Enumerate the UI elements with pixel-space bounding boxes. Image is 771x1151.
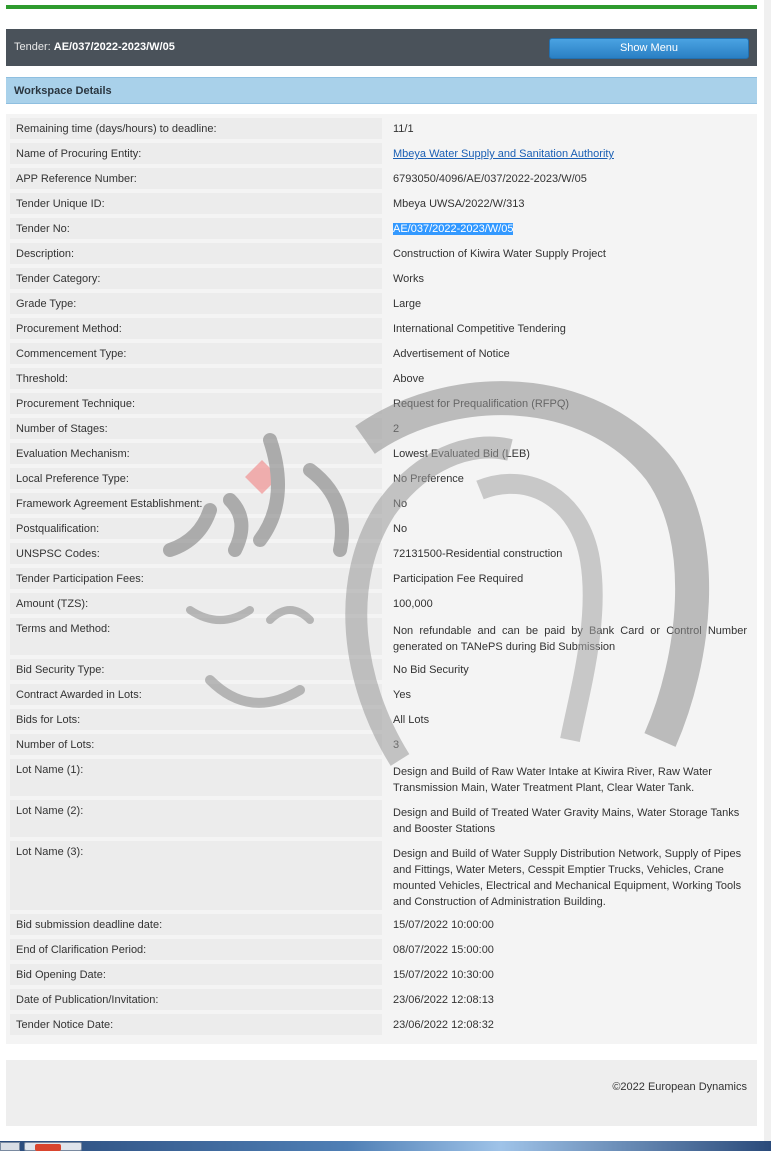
- row-value: 11/1: [393, 123, 414, 135]
- table-row: [10, 468, 753, 489]
- row-label: Threshold:: [10, 368, 382, 389]
- row-value: No: [393, 498, 408, 510]
- table-row: [10, 293, 753, 314]
- tender-no-selected-text: AE/037/2022-2023/W/05: [393, 223, 514, 235]
- table-row: [10, 343, 753, 364]
- row-label: Lot Name (2):: [10, 800, 382, 837]
- row-value: Design and Build of Water Supply Distribution Network, Supply of Pipes and Fittings, Water Meters, Cesspit Emptier Trucks, Vehicles, Crane mounted Vehicles, Electrical and Mechanical Equipment, Working Tools and Construction of Administration Building.: [393, 848, 742, 908]
- row-value: Advertisement of Notice: [393, 348, 510, 360]
- table-row: [10, 218, 753, 239]
- table-row: [10, 618, 753, 655]
- table-row: [10, 193, 753, 214]
- table-row: [10, 493, 753, 514]
- taskbar-app-button[interactable]: [24, 1142, 82, 1151]
- row-value: 15/07/2022 10:30:00: [393, 969, 494, 981]
- row-value: Design and Build of Treated Water Gravity Mains, Water Storage Tanks and Booster Stations: [393, 807, 740, 835]
- table-row: [10, 709, 753, 730]
- row-label: Amount (TZS):: [10, 593, 382, 614]
- row-value: No: [393, 523, 408, 535]
- row-label: Remaining time (days/hours) to deadline:: [10, 118, 382, 139]
- table-row: [10, 443, 753, 464]
- show-menu-button[interactable]: Show Menu: [549, 38, 749, 59]
- table-row: [10, 939, 753, 960]
- table-row: [10, 1014, 753, 1035]
- row-label: End of Clarification Period:: [10, 939, 382, 960]
- row-label: Framework Agreement Establishment:: [10, 493, 382, 514]
- row-label: Description:: [10, 243, 382, 264]
- scrollbar-track[interactable]: [764, 0, 771, 1141]
- row-label: Procurement Technique:: [10, 393, 382, 414]
- row-label: Tender No:: [10, 218, 382, 239]
- taskbar: [0, 1141, 771, 1151]
- row-label: Procurement Method:: [10, 318, 382, 339]
- row-label: Tender Notice Date:: [10, 1014, 382, 1035]
- table-row: [10, 243, 753, 264]
- page-footer: [6, 1060, 757, 1126]
- row-label: Number of Lots:: [10, 734, 382, 755]
- row-label: Grade Type:: [10, 293, 382, 314]
- row-label: Lot Name (1):: [10, 759, 382, 796]
- row-label: Tender Unique ID:: [10, 193, 382, 214]
- row-value: 23/06/2022 12:08:13: [393, 994, 494, 1006]
- row-value: Non refundable and can be paid by Bank Card or Control Number generated on TANePS during Bid Submission: [393, 625, 747, 653]
- row-label: Evaluation Mechanism:: [10, 443, 382, 464]
- table-row: [10, 368, 753, 389]
- row-value: Participation Fee Required: [393, 573, 524, 585]
- row-label: UNSPSC Codes:: [10, 543, 382, 564]
- row-value: No Preference: [393, 473, 464, 485]
- row-label: Bid Opening Date:: [10, 964, 382, 985]
- row-label: Name of Procuring Entity:: [10, 143, 382, 164]
- tender-title: Tender: AE/037/2022-2023/W/05: [14, 41, 175, 53]
- row-value: Design and Build of Raw Water Intake at Kiwira River, Raw Water Transmission Main, Water Treatment Plant, Clear Water Tank.: [393, 766, 712, 794]
- table-row: [10, 684, 753, 705]
- table-row: [10, 168, 753, 189]
- table-row: [10, 841, 753, 910]
- row-value: 2: [393, 423, 400, 435]
- row-label: Local Preference Type:: [10, 468, 382, 489]
- table-row: [10, 393, 753, 414]
- row-value: 6793050/4096/AE/037/2022-2023/W/05: [393, 173, 587, 185]
- row-value: Above: [393, 373, 425, 385]
- row-value: [387, 143, 753, 164]
- row-value: No Bid Security: [393, 664, 469, 676]
- procuring-entity-link[interactable]: Mbeya Water Supply and Sanitation Authority: [393, 148, 614, 160]
- table-row: [10, 418, 753, 439]
- row-value: 23/06/2022 12:08:32: [393, 1019, 494, 1031]
- top-accent-bar: [6, 5, 757, 9]
- workspace-details-header: [6, 77, 757, 104]
- table-row: [10, 759, 753, 796]
- row-value: International Competitive Tendering: [393, 323, 566, 335]
- row-value: Mbeya UWSA/2022/W/313: [393, 198, 525, 210]
- table-row: [10, 518, 753, 539]
- row-value: All Lots: [393, 714, 430, 726]
- row-value: 15/07/2022 10:00:00: [393, 919, 494, 931]
- row-value: Lowest Evaluated Bid (LEB): [393, 448, 530, 460]
- row-label: APP Reference Number:: [10, 168, 382, 189]
- row-value: 72131500-Residential construction: [393, 548, 563, 560]
- row-value: Large: [393, 298, 422, 310]
- row-value: Construction of Kiwira Water Supply Project: [393, 248, 606, 260]
- table-row: [10, 568, 753, 589]
- table-row: [10, 989, 753, 1010]
- tender-bar: [6, 29, 757, 66]
- table-row: [10, 143, 753, 164]
- table-row: [10, 659, 753, 680]
- taskbar-button[interactable]: [0, 1142, 20, 1151]
- table-row: [10, 800, 753, 837]
- row-value: 100,000: [393, 598, 433, 610]
- section-title: Workspace Details: [14, 85, 112, 97]
- row-label: Commencement Type:: [10, 343, 382, 364]
- table-row: [10, 914, 753, 935]
- row-label: Tender Category:: [10, 268, 382, 289]
- row-label: Number of Stages:: [10, 418, 382, 439]
- row-label: Bids for Lots:: [10, 709, 382, 730]
- row-value: 08/07/2022 15:00:00: [393, 944, 494, 956]
- row-label: Tender Participation Fees:: [10, 568, 382, 589]
- row-label: Date of Publication/Invitation:: [10, 989, 382, 1010]
- table-row: [10, 734, 753, 755]
- row-value: Request for Prequalification (RFPQ): [393, 398, 570, 410]
- table-row: [10, 268, 753, 289]
- row-label: Bid submission deadline date:: [10, 914, 382, 935]
- table-row: [10, 964, 753, 985]
- table-row: [10, 318, 753, 339]
- row-label: Lot Name (3):: [10, 841, 382, 910]
- row-value: Yes: [393, 689, 411, 701]
- row-label: Postqualification:: [10, 518, 382, 539]
- row-label: Contract Awarded in Lots:: [10, 684, 382, 705]
- table-row: [10, 543, 753, 564]
- row-label: Bid Security Type:: [10, 659, 382, 680]
- table-row: [10, 593, 753, 614]
- row-label: Terms and Method:: [10, 618, 382, 655]
- copyright-text: ©2022 European Dynamics: [612, 1081, 747, 1093]
- details-table: [6, 114, 757, 1044]
- row-value: Works: [393, 273, 424, 285]
- row-value: [387, 218, 753, 239]
- row-value: 3: [393, 739, 400, 751]
- table-row: [10, 118, 753, 139]
